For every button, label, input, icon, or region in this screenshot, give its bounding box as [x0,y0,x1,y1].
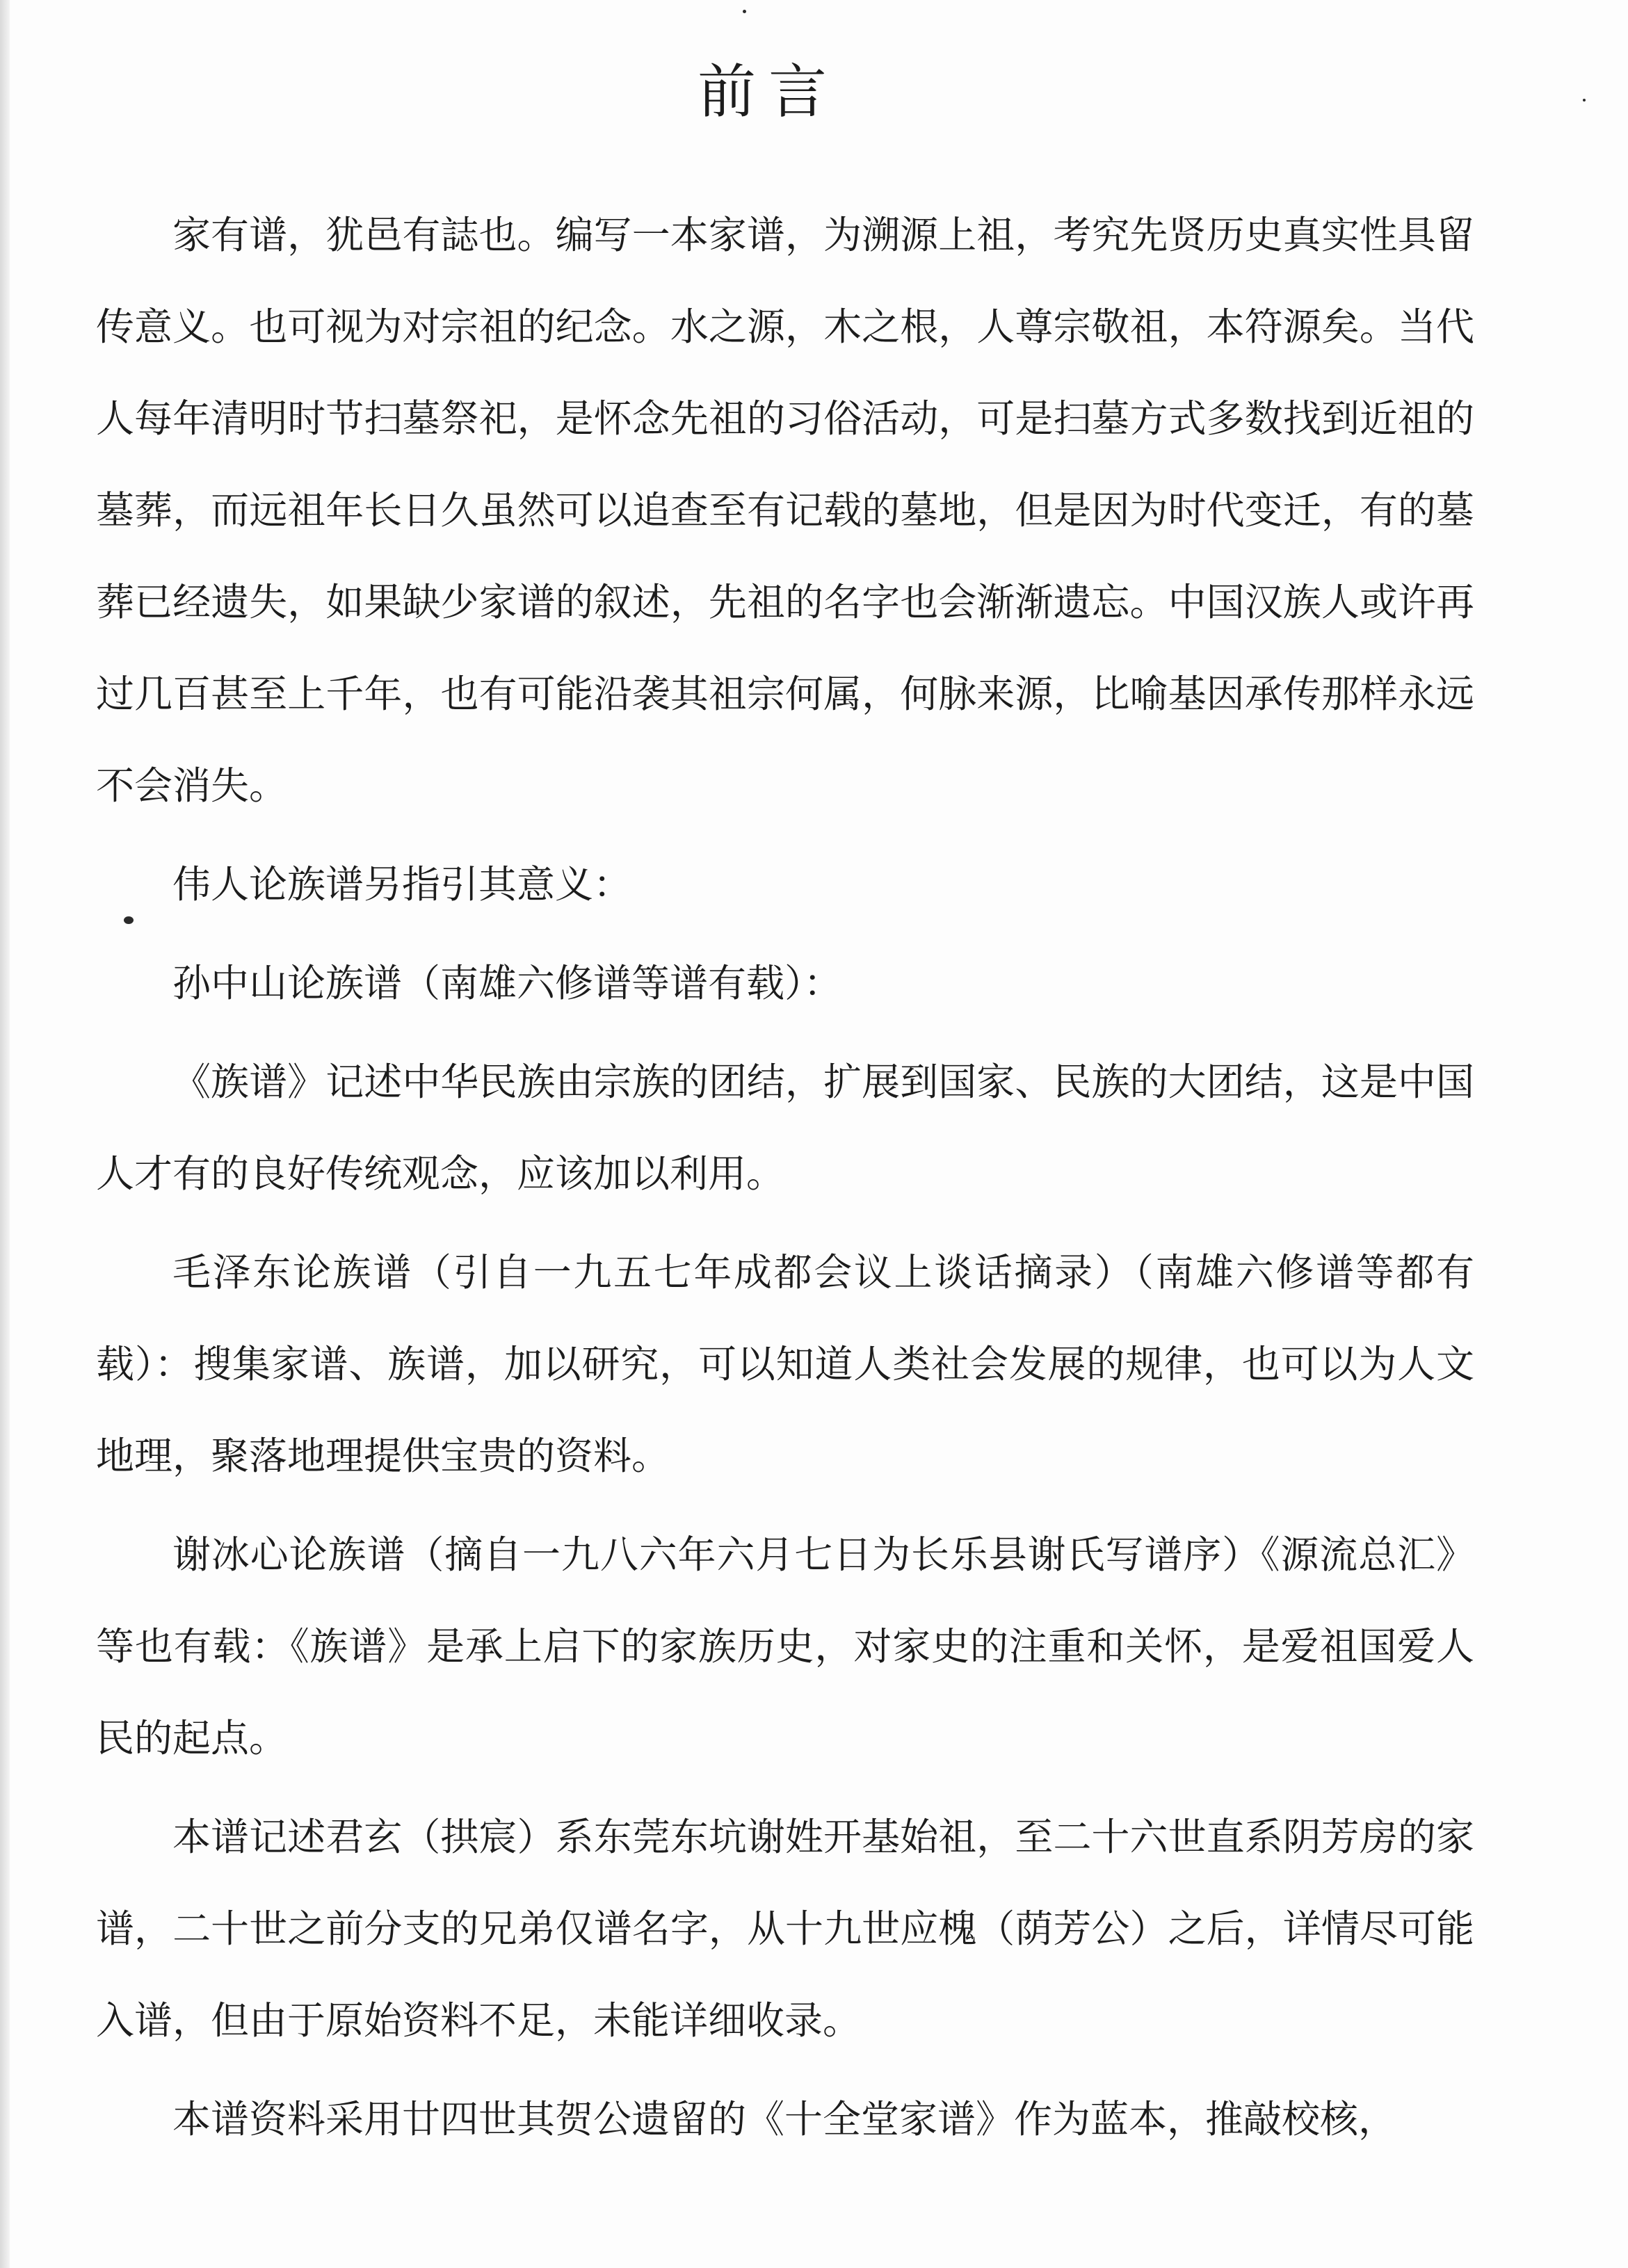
paragraph-great-men-intro: 伟人论族谱另指引其意义： [172,862,632,907]
paragraph-xie-bingxin: 谢冰心论族谱（摘自一九八六年六月七日为长乐县谢氏写谱序）《源流总汇》等也有载：《族谱》是承上启下的家族历史，对家史的注重和关怀，是爱祖国爱人民的起点。 [96,1532,1474,1760]
paragraph-scope: 本谱记述君玄（拱宸）系东莞东坑谢姓开基始祖，至二十六世直系阴芳房的家谱，二十世之前分支的兄弟仅谱名字，从十九世应槐（荫芳公）之后，详情尽可能入谱，但由于原始资料不足，未能详细收录。 [96,1815,1474,2043]
paragraph-mao-zedong: 毛泽东论族谱（引自一九五七年成都会议上谈话摘录）（南雄六修谱等都有载）：搜集家谱、族谱，加以研究，可以知道人类社会发展的规律，也可以为人文地理，聚落地理提供宝贵的资料。 [96,1250,1474,1478]
scan-speck [124,916,134,924]
page-title: 前言 [697,58,839,126]
body-text [96,189,1474,2165]
paragraph-sun-yatsen-quote: 《族谱》记述中华民族由宗族的团结，扩展到国家、民族的大团结，这是中国人才有的良好传统观念，应该加以利用。 [96,1060,1474,1196]
paragraph-intro: 家有谱，犹邑有誌也。编写一本家谱，为溯源上祖，考究先贤历史真实性具留传意义。也可视为对宗祖的纪念。水之源，木之根，人尊宗敬祖，本符源矣。当代人每年清明时节扫墓祭祀，是怀念先祖的习俗活动，可是扫墓方式多数找到近祖的墓葬，而远祖年长日久虽然可以追查至有记载的墓地，但是因为时代变迁，有的墓葬已经遗失，如果缺少家谱的叙述，先祖的名字也会渐渐遗忘。中国汉族人或许再过几百甚至上千年，也有可能沿袭其祖宗何属，何脉来源，比喻基因承传那样永远不会消失。 [96,213,1474,808]
scan-speck [1583,99,1586,102]
scan-edge-shadow [0,0,10,2268]
paragraph-sources: 本谱资料采用廿四世其贺公遗留的《十全堂家谱》作为蓝本，推敲校核， [172,2097,1397,2141]
paragraph-sun-yatsen-heading: 孙中山论族谱（南雄六修谱等谱有载）： [172,961,842,1005]
scan-speck [743,10,746,13]
